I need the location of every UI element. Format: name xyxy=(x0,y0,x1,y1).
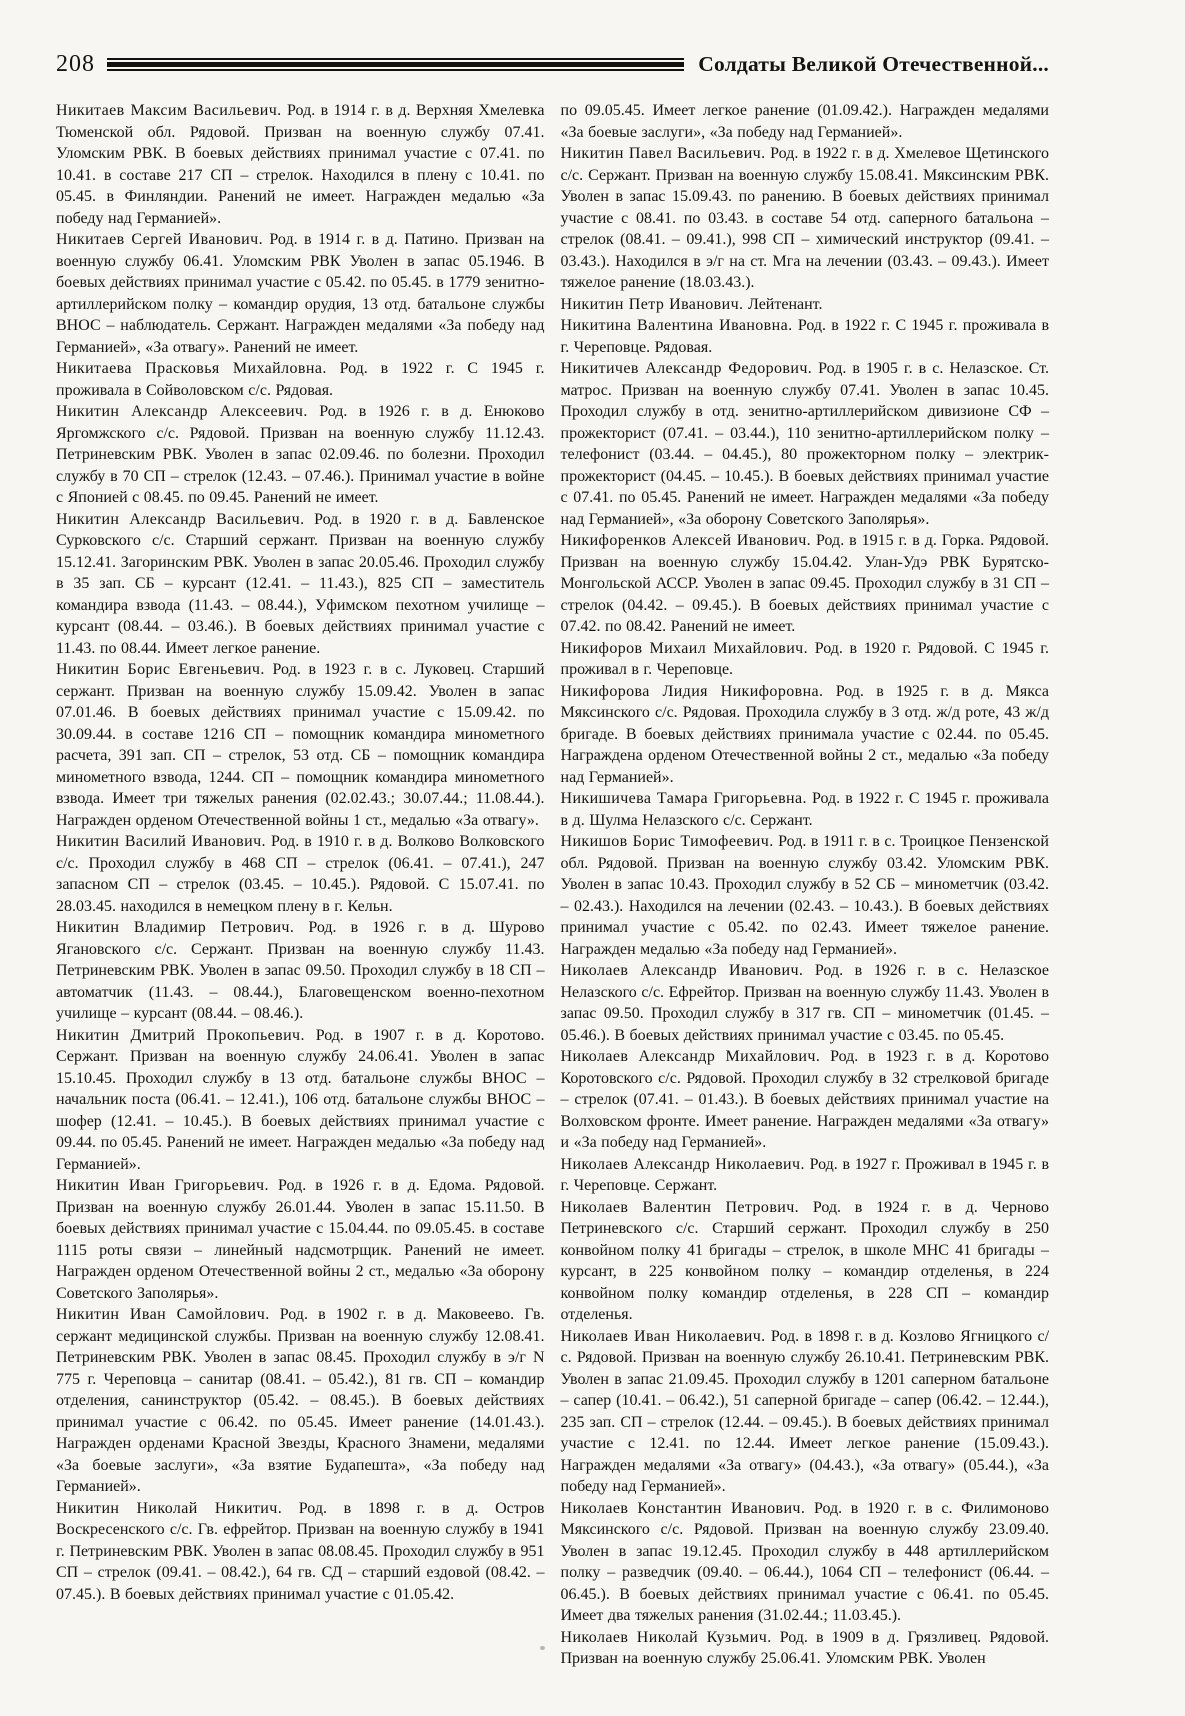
entry xyxy=(56,100,545,229)
entry-name: Никитаева Прасковья Михайловна. xyxy=(56,360,327,377)
entry xyxy=(56,401,545,509)
entry-name: Никитин Александр Васильевич. xyxy=(56,510,305,528)
entry-text: Род. в 1920 г. Рядовой. С 1945 г. проживал в г. Череповце. xyxy=(560,639,1050,678)
entry-name: Николаев Александр Михайлович. xyxy=(560,1048,821,1065)
entry-name: Никитина Валентина Ивановна. xyxy=(560,317,793,334)
entry-name: Никитин Владимир Петрович. xyxy=(56,919,295,936)
entry-text: Род. в 1925 г. в д. Мякса Мяксинского с/с. Рядовая. Проходила службу в 3 отд. ж/д роте, 43 ж/д бригаде. В боевых действиях принимала участие с 02.44. по 05.45. Награждена орденом Отечественной войны 2 ст., медалью «За победу над Германией». xyxy=(560,682,1050,786)
entry-name: Никитичев Александр Федорович. xyxy=(560,360,813,377)
entry xyxy=(561,530,1050,638)
entry-name: Никитин Петр Иванович. xyxy=(560,295,744,313)
entry-name: Никитаев Сергей Иванович. xyxy=(56,231,263,248)
header-rule xyxy=(107,58,684,71)
entry xyxy=(561,831,1050,960)
entry xyxy=(56,1498,545,1606)
entry xyxy=(561,1627,1050,1670)
entry-text: Род. в 1915 г. в д. Горка. Рядовой. Призван на военную службу 15.04.42. Улан-Удэ РВК Бурятско-Монгольской АССР. Уволен в запас 09.45. Проходил службу в 31 СП – стрелок (04.42. – 09.45.). В боевых действиях принимал участие с 07.42. по 08.42. Ранений не имеет. xyxy=(560,532,1050,635)
entry-name: Никитин Дмитрий Прокопьевич. xyxy=(56,1026,305,1044)
entry-name: Никифоров Михаил Михайлович. xyxy=(560,639,809,657)
entry xyxy=(561,294,1050,316)
entry-text: Род. в 1927 г. Проживал в 1945 г. в г. Череповце. Сержант. xyxy=(560,1155,1050,1194)
entry-text: Род. в 1902 г. в д. Маковеево. Гв. сержант медицинской службы. Призван на военную службу 12.08.41. Петриневским РВК. Уволен в запас 08.45. Проходил службу в э/г N 775 г. Череповца – санитар (08.41. – 05.42.), 81 гв. СП – командир отделения, санинструктор (05.42. – 08.45.). В боевых действиях принимал участие с 06.42. по 05.45. Имеет ранение (14.01.43.). Награжден орденами Красной Звезды, Красного Знамени, медалями «За боевые заслуги», «За взятие Будапешта», «За победу над Германией». xyxy=(56,1306,545,1495)
entry-text: по 09.05.45. Имеет легкое ранение (01.09.42.). Награжден медалями «За боевые заслуги», «За победу над Германией». xyxy=(560,102,1049,141)
entry-name: Никифорова Лидия Никифоровна. xyxy=(560,682,824,700)
entry-text: Род. в 1926 г. в д. Шурово Ягановского с/с. Сержант. Призван на военную службу 11.43. Петриневским РВК. Уволен в запас 09.50. Проходил службу в 18 СП – автоматчик (11.43. – 08.44.), Благовещенском военно-пехотном училище – курсант (08.44. – 08.46.). xyxy=(56,919,545,1022)
entry-text: Род. в 1922 г. С 1945 г. проживала в Сойволовском с/с. Рядовая. xyxy=(56,360,545,399)
entry xyxy=(561,1046,1050,1154)
entry xyxy=(561,315,1050,358)
entry xyxy=(561,1498,1050,1627)
entry-text: Род. в 1926 г. в с. Нелазское Нелазского с/с. Ефрейтор. Призван на военную службу 11.43. Уволен в запас 09.50. Проходил службу в 317 гв. СП – минометчик (01.45. – 05.46.). В боевых действиях принимал участие с 03.45. по 05.45. xyxy=(560,962,1050,1044)
right-column xyxy=(561,100,1050,1670)
entry-text: Род. в 1923 г. в с. Луковец. Старший сержант. Призван на военную службу 15.09.42. Уволен в запас 07.01.46. В боевых действиях принимал участие с 15.09.42. по 30.09.44. в составе 1216 СП – помощник командира минометного расчета, 391 зап. СП – стрелок, 53 отд. СБ – помощник командира минометного взвода, 1244. СП – помощник командира минометного взвода. Имеет три тяжелых ранения (02.02.43.; 30.07.44.; 11.08.44.). Награжден орденом Отечественной войны 1 ст., медалью «За отвагу». xyxy=(56,661,545,829)
entry xyxy=(56,917,545,1025)
text-columns xyxy=(56,100,1049,1670)
entry-text: Род. в 1911 г. в с. Троицкое Пензенской обл. Рядовой. Призван на военную службу 03.42. Уломским РВК. Уволен в запас 10.43. Проходил службу в 52 СБ – минометчик (03.42. – 02.43.). Находился на лечении (02.43. – 10.43.). В боевых действиях принимал участие с 05.42. по 02.43. Имеет тяжелое ранение. Награжден медалью «За победу над Германией». xyxy=(560,833,1049,958)
entry-text: Лейтенант. xyxy=(747,295,823,313)
entry xyxy=(56,1175,545,1304)
entry xyxy=(56,1304,545,1498)
entry-text: Род. в 1898 г. в д. Козлово Ягницкого с/с. Рядовой. Призван на военную службу 26.10.41. Петриневским РВК. Уволен в запас 21.09.45. Проходил службу в 1201 саперном батальоне – сапер (10.41. – 06.42.), 51 саперной бригаде – сапер (06.42. – 12.44.), 235 зап. СП – стрелок (12.44. – 09.45.). В боевых действиях принимал участие с 12.41. по 12.44. Имеет легкое ранение (15.09.43.). Награжден медалями «За отвагу» (04.43.), «За отвагу» (05.44.), «За победу над Германией». xyxy=(560,1327,1050,1495)
entry-name: Никитин Борис Евгеньевич. xyxy=(56,661,265,678)
entry-name: Николаев Валентин Петрович. xyxy=(560,1198,800,1216)
entry xyxy=(56,1025,545,1176)
entry-name: Николаев Александр Иванович. xyxy=(560,962,804,979)
entry-name: Николаев Николай Кузьмич. xyxy=(560,1628,772,1646)
entry-text: Род. в 1922 г. С 1945 г. проживала в г. Череповце. Рядовая. xyxy=(560,317,1050,356)
entry-name: Никитин Василий Иванович. xyxy=(56,833,266,850)
entry-name: Николаев Александр Николаевич. xyxy=(560,1155,805,1173)
entry xyxy=(561,1326,1050,1498)
entry-name: Никитин Павел Васильевич. xyxy=(560,145,766,162)
entry xyxy=(56,358,545,401)
entry-text: Род. в 1898 г. в д. Остров Воскресенского с/с. Гв. ефрейтор. Призван на военную службу в 1941 г. Петриневским РВК. Уволен в запас 08.08.45. Проходил службу в 951 СП – стрелок (09.41. – 08.42.), 64 гв. СД – старший ездовой (08.42. – 07.45.). В боевых действиях принимал участие с 01.05.42. xyxy=(56,1499,545,1603)
entry-text: Род. в 1924 г. в д. Черново Петриневского с/с. Старший сержант. Проходил службу в 250 конвойном полку 41 бригады – стрелок, в школе МНС 41 бригады – курсант, в 225 конвойном полку – командир отделенья, в 224 конвойном полку командир отделенья, в 228 СП – командир отделенья. xyxy=(560,1198,1049,1323)
entry xyxy=(561,638,1050,681)
entry-text: Род. в 1914 г. в д. Верхняя Хмелевка Тюменской обл. Рядовой. Призван на военную службу 07.41. Уломским РВК. В боевых действиях принимал участие с 07.41. по 10.41. в составе 217 СП – стрелок. Находился в плену с 10.41. по 05.45. в Финляндии. Ранений не имеет. Награжден медалью «За победу над Германией». xyxy=(56,102,545,227)
running-title: Солдаты Великой Отечественной... xyxy=(698,51,1049,76)
entry-text: Род. в 1914 г. в д. Патино. Призван на военную службу 06.41. Уломским РВК Уволен в запас 05.1946. В боевых действиях принимал участие с 05.42. по 05.45. в 1779 зенитно-артиллерийском полку – командир орудия, 13 отд. батальоне службы ВНОС – наблюдатель. Сержант. Награжден медалями «За победу над Германией», «За отвагу». Ранений не имеет. xyxy=(56,231,545,356)
entry xyxy=(561,788,1050,831)
entry xyxy=(56,229,545,358)
entry-name: Никифоренков Алексей Иванович. xyxy=(560,532,812,549)
entry xyxy=(56,831,545,917)
entry-name: Никитин Александр Алексеевич. xyxy=(56,403,308,420)
entry-text: Род. в 1920 г. в д. Бавленское Сурковского с/с. Старший сержант. Призван на военную службу 15.12.41. Загоринским РВК. Уволен в запас 20.05.46. Проходил службу в 35 зап. СБ – курсант (12.41. – 11.43.), 825 СП – заместитель командира взвода (11.43. – 08.44.), Уфимском пехотном училище – курсант (08.44. – 03.46.). В боевых действиях принимал участие с 11.43. по 08.44. Имеет легкое ранение. xyxy=(56,510,545,657)
entry-name: Никитин Николай Никитич. xyxy=(56,1499,283,1517)
entry-name: Никишичева Тамара Григорьевна. xyxy=(560,790,807,807)
entry-name: Никишов Борис Тимофеевич. xyxy=(560,833,774,850)
entry xyxy=(561,1154,1050,1197)
entry-name: Никитин Иван Самойлович. xyxy=(56,1306,270,1323)
entry-text: Род. в 1907 г. в д. Коротово. Сержант. Призван на военную службу 24.06.41. Уволен в запас 15.10.45. Проходил службу в 13 отд. батальоне службы ВНОС – начальник поста (06.41. – 12.41.), 106 отд. батальоне службы ВНОС – шофер (12.41. – 10.45.). В боевых действиях принимал участие с 09.44. по 05.45. Ранений не имеет. Награжден медалью «За победу над Германией». xyxy=(56,1026,545,1173)
entry-text: Род. в 1910 г. в д. Волково Волковского с/с. Проходил службу в 468 СП – стрелок (06.41. – 07.41.), 247 запасном СП – стрелок (03.45. – 10.45.). Рядовой. С 15.07.41. по 28.03.45. находился в немецком плену в г. Кельн. xyxy=(56,833,545,915)
entry xyxy=(561,143,1050,294)
entry-name: Никитаев Максим Васильевич. xyxy=(56,102,282,119)
entry xyxy=(561,1197,1050,1326)
entry-text: Род. в 1922 г. в д. Хмелевое Щетинского с/с. Сержант. Призван на военную службу 15.08.41. Мяксинским РВК. Уволен в запас 15.09.43. по ранению. В боевых действиях принимал участие с 08.41. по 03.43. в составе 54 отд. саперного батальона – стрелок (08.41. – 09.41.), 998 СП – химический инструктор (09.41. – 03.43.). Находился в э/г на ст. Мга на лечении (03.43. – 09.43.). Имеет тяжелое ранение (18.03.43.). xyxy=(560,145,1049,291)
page-number: 208 xyxy=(56,51,95,77)
entry xyxy=(56,659,545,831)
entry-text: Род. в 1926 г. в д. Едома. Рядовой. Призван на военную службу 26.01.44. Уволен в запас 15.11.50. В боевых действиях принимал участие с 15.04.44. по 09.05.45. в составе 1115 роты связи – линейный надсмотрщик. Ранений не имеет. Награжден орденом Отечественной войны 2 ст., медалью «За оборону Советского Заполярья». xyxy=(56,1177,545,1302)
entry xyxy=(56,509,545,660)
entry-name: Никитин Иван Григорьевич. xyxy=(56,1177,269,1194)
entry-text: Род. в 1920 г. в с. Филимоново Мяксинского с/с. Рядовой. Призван на военную службу 23.09.40. Уволен в запас 19.12.45. Проходил службу в 448 артиллерийском полку – разведчик (09.40. – 06.44.), 1064 СП – телефонист (06.44. – 06.45.). В боевых действиях принимал участие с 06.41. по 05.45. Имеет два тяжелых ранения (31.02.44.; 11.03.45.). xyxy=(560,1499,1049,1624)
entry-name: Николаев Константин Иванович. xyxy=(560,1499,806,1517)
entry xyxy=(561,358,1050,530)
entry-text: Род. в 1923 г. в д. Коротово Коротовского с/с. Рядовой. Проходил службу в 32 стрелковой бригаде – стрелок (07.41. – 01.43.). В боевых действиях принимал участие на Волховском фронте. Имеет ранение. Награжден медалями «За отвагу» и «За победу над Германией». xyxy=(560,1048,1050,1151)
left-column xyxy=(56,100,545,1670)
entry xyxy=(561,681,1050,789)
entry xyxy=(561,960,1050,1046)
scan-artifact-dot xyxy=(540,1646,545,1650)
page-header xyxy=(56,44,1049,84)
entry-text: Род. в 1922 г. С 1945 г. проживала в д. Шулма Нелазского с/с. Сержант. xyxy=(560,790,1050,829)
entry-continuation xyxy=(561,100,1050,143)
entry-text: Род. в 1926 г. в д. Енюково Яргомжского с/с. Рядовой. Призван на военную службу 11.12.43. Петриневским РВК. Уволен в запас 02.09.46. по болезни. Проходил службу в 70 СП – стрелок (12.43. – 07.46.). Принимал участие в войне с Японией с 08.45. по 09.45. Ранений не имеет. xyxy=(56,403,545,506)
entry-text: Род. в 1909 в д. Грязливец. Рядовой. Призван на военную службу 25.06.41. Уломским РВК. Уволен xyxy=(560,1628,1050,1667)
entry-name: Николаев Иван Николаевич. xyxy=(560,1327,766,1345)
entry-text: Род. в 1905 г. в с. Нелазское. Ст. матрос. Призван на военную службу 07.41. Уволен в запас 10.45. Проходил службу в отд. зенитно-артиллерийском дивизионе СФ – прожекторист (07.41. – 03.44.), 110 зенитно-артиллерийском полку – телефонист (03.44. – 04.45.), 80 прожекторном полку – электрик-прожекторист (04.45. – 10.45.). В боевых действиях принимал участие с 07.41. по 05.45. Ранений не имеет. Награжден медалями «За победу над Германией», «За оборону Советского Заполярья». xyxy=(560,360,1049,528)
